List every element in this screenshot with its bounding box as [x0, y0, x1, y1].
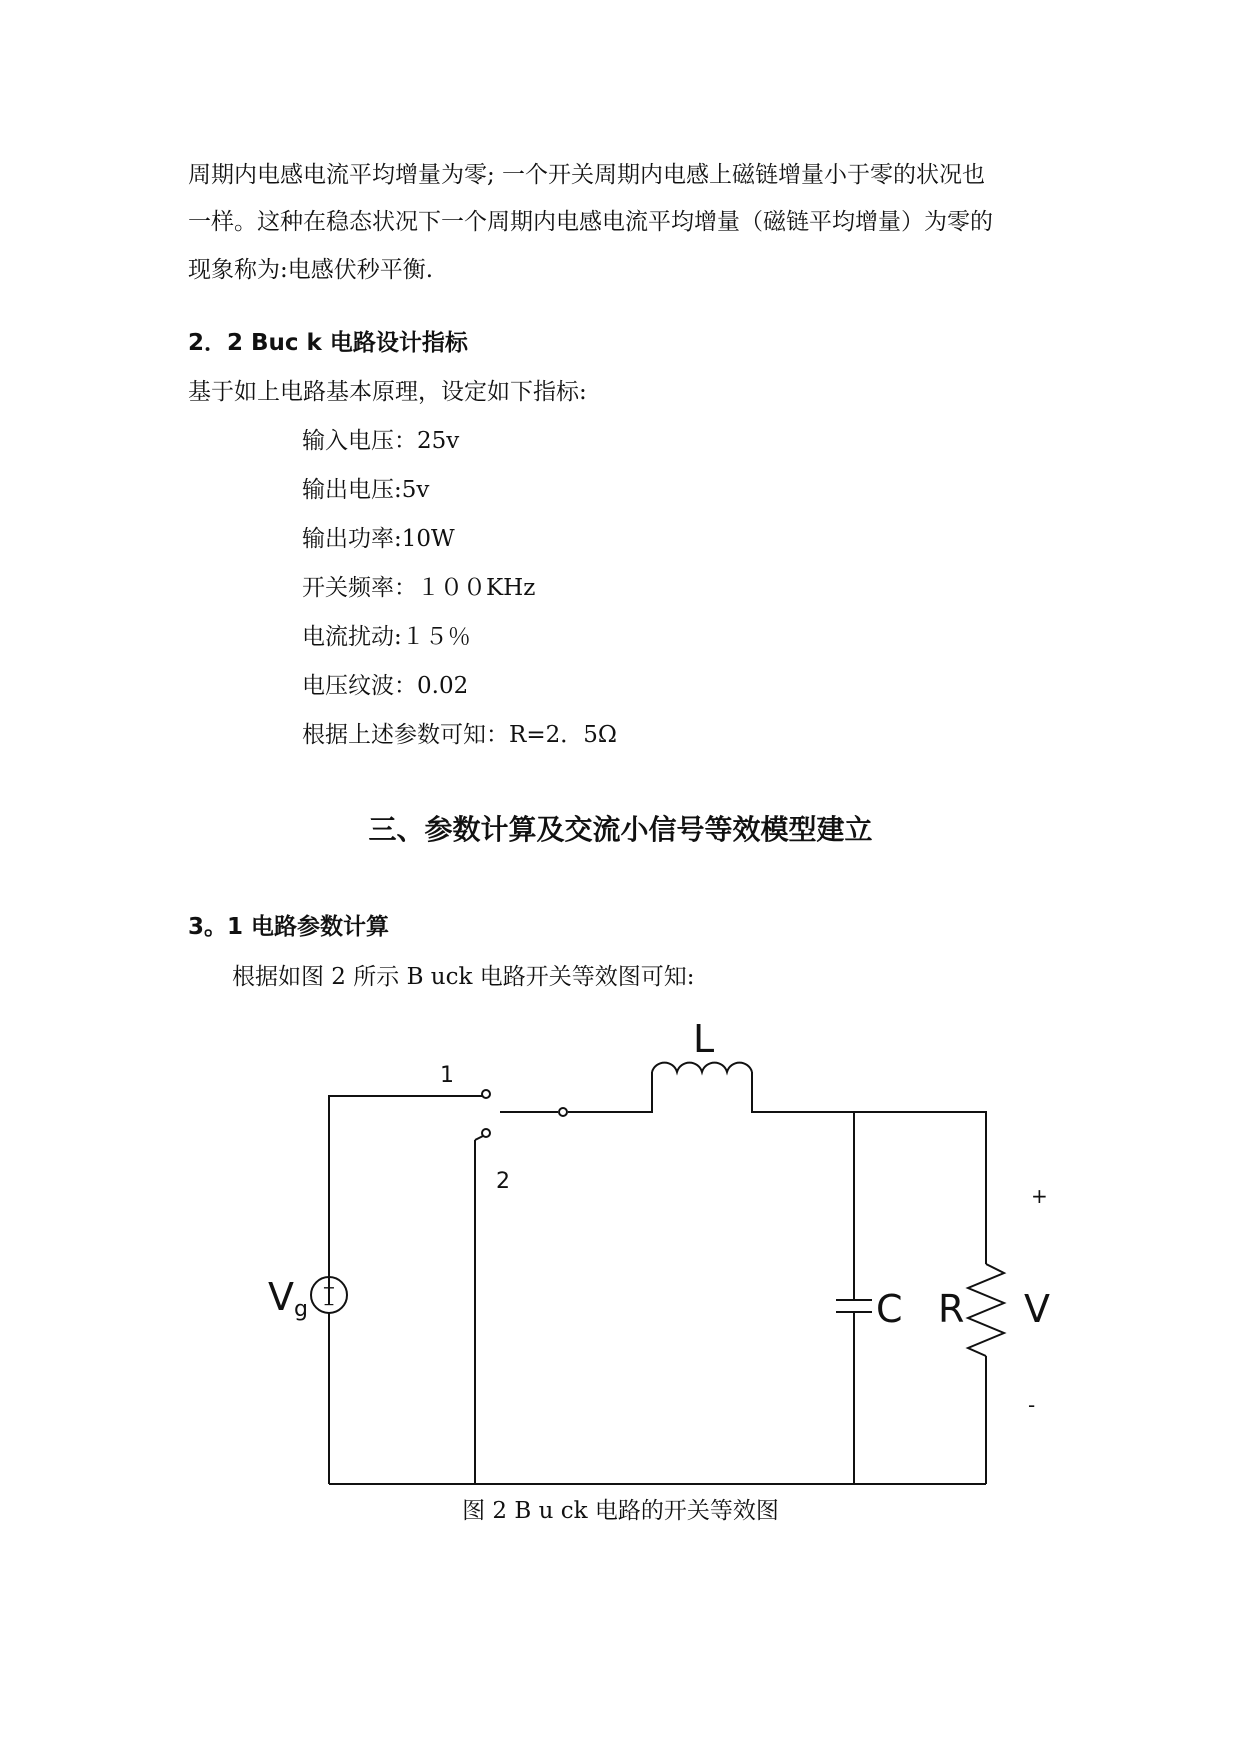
- capacitor-label: C: [876, 1287, 903, 1331]
- spec-current-ripple: 电流扰动:１５％: [302, 624, 471, 650]
- inductor-label: L: [693, 1017, 715, 1061]
- section-2-2-heading: 2．2 Buc k 电路设计指标: [188, 330, 468, 356]
- spec-output-power: 输出功率:10W: [302, 526, 455, 552]
- section-3-1-intro: 根据如图 2 所示 B uck 电路开关等效图可知:: [232, 964, 695, 990]
- section-2-2-intro: 基于如上电路基本原理，设定如下指标:: [188, 379, 587, 405]
- output-voltage-label: V: [1024, 1287, 1050, 1331]
- figure-caption: 图 2 B u ck 电路的开关等效图: [462, 1498, 779, 1524]
- source-plus-label: +: [322, 1278, 336, 1297]
- paragraph-line-3: 现象称为:电感伏秒平衡.: [188, 257, 434, 283]
- chapter-3-heading: 三、参数计算及交流小信号等效模型建立: [368, 813, 873, 846]
- spec-input-voltage: 输入电压：25v: [302, 428, 460, 454]
- spec-output-voltage: 输出电压:5v: [302, 477, 430, 503]
- source-label: [268, 1275, 308, 1322]
- spec-resistance: 根据上述参数可知：R=2．5Ω: [302, 722, 617, 748]
- source-label-sub: g: [294, 1297, 308, 1322]
- wire-left-top: [329, 1096, 483, 1305]
- wire-output-top: [752, 1072, 986, 1264]
- section-3-1-heading: 3。1 电路参数计算: [188, 914, 390, 940]
- wire-to-inductor: [568, 1072, 652, 1112]
- source-minus-label: −: [323, 1297, 335, 1313]
- switch-position-1-label: 1: [440, 1063, 454, 1088]
- output-minus-label: -: [1028, 1393, 1036, 1417]
- paragraph-line-1: 周期内电感电流平均增量为零; 一个开关周期内电感上磁链增量小于零的状况也: [188, 162, 986, 188]
- resistor-zigzag: [968, 1264, 1004, 1356]
- switch-pivot: [559, 1108, 567, 1116]
- resistor-label: R: [938, 1287, 965, 1331]
- switch-terminal-1: [482, 1090, 490, 1098]
- switch-terminal-2: [482, 1129, 490, 1137]
- switch-position-2-label: 2: [496, 1169, 510, 1194]
- inductor-coil: [652, 1063, 752, 1072]
- source-label-main: V: [268, 1275, 294, 1319]
- wire-switch-2-stub: [475, 1136, 483, 1140]
- paragraph-line-2: 一样。这种在稳态状况下一个周期内电感电流平均增量（磁链平均增量）为零的: [188, 209, 993, 235]
- spec-voltage-ripple: 电压纹波：0.02: [302, 673, 469, 699]
- output-plus-label: +: [1031, 1184, 1048, 1208]
- spec-switching-frequency: 开关频率：１００KHz: [302, 575, 536, 601]
